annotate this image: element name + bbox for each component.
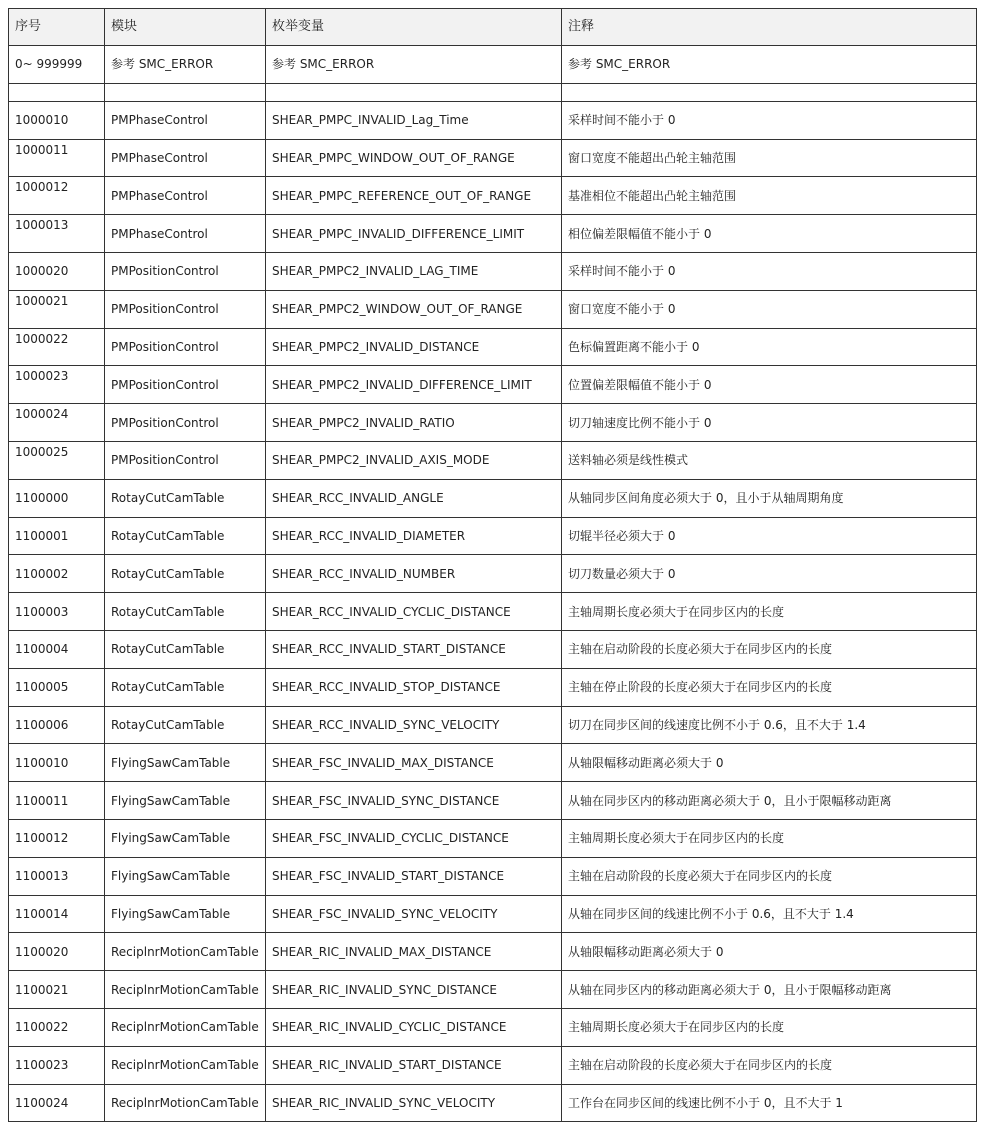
cell-module: PMPositionControl	[105, 441, 266, 479]
table-row	[9, 593, 977, 631]
table-row	[9, 857, 977, 895]
cell-module: RotayCutCamTable	[105, 593, 266, 631]
cell-note: 主轴周期长度必须大于在同步区内的长度	[562, 819, 977, 857]
cell-enum: SHEAR_RCC_INVALID_START_DISTANCE	[266, 630, 562, 668]
cell-module: ReciplnrMotionCamTable	[105, 1046, 266, 1084]
table-row	[9, 933, 977, 971]
cell-note: 主轴在停止阶段的长度必须大于在同步区内的长度	[562, 668, 977, 706]
cell-note: 基准相位不能超出凸轮主轴范围	[562, 177, 977, 215]
cell-note: 从轴在同步区间的线速比例不小于 0.6，且不大于 1.4	[562, 895, 977, 933]
table-row	[9, 630, 977, 668]
table-row	[9, 668, 977, 706]
cell-note: 切辊半径必须大于 0	[562, 517, 977, 555]
cell-code: 1000025	[9, 441, 105, 479]
table-row	[9, 971, 977, 1009]
table-row	[9, 252, 977, 290]
cell-enum: SHEAR_FSC_INVALID_START_DISTANCE	[266, 857, 562, 895]
cell-enum: SHEAR_RCC_INVALID_DIAMETER	[266, 517, 562, 555]
cell-note: 主轴在启动阶段的长度必须大于在同步区内的长度	[562, 857, 977, 895]
table-row	[9, 101, 977, 139]
cell-code: 1000021	[9, 290, 105, 328]
table-row	[9, 290, 977, 328]
cell-enum	[266, 83, 562, 101]
cell-code: 1000023	[9, 366, 105, 404]
header-module: 模块	[105, 9, 266, 46]
table-row	[9, 83, 977, 101]
cell-note: 采样时间不能小于 0	[562, 101, 977, 139]
table-row	[9, 1046, 977, 1084]
cell-enum: SHEAR_RIC_INVALID_CYCLIC_DISTANCE	[266, 1008, 562, 1046]
cell-note	[562, 83, 977, 101]
cell-enum: SHEAR_RIC_INVALID_SYNC_VELOCITY	[266, 1084, 562, 1122]
table-body	[9, 46, 977, 1122]
cell-note: 送料轴必须是线性模式	[562, 441, 977, 479]
cell-module: RotayCutCamTable	[105, 630, 266, 668]
cell-enum: SHEAR_RCC_INVALID_STOP_DISTANCE	[266, 668, 562, 706]
cell-note: 从轴在同步区内的移动距离必须大于 0，且小于限幅移动距离	[562, 971, 977, 1009]
cell-enum: SHEAR_PMPC_INVALID_Lag_Time	[266, 101, 562, 139]
cell-code: 1100012	[9, 819, 105, 857]
cell-enum: SHEAR_RIC_INVALID_MAX_DISTANCE	[266, 933, 562, 971]
cell-enum: SHEAR_RCC_INVALID_ANGLE	[266, 479, 562, 517]
cell-enum: SHEAR_PMPC_WINDOW_OUT_OF_RANGE	[266, 139, 562, 177]
cell-module: RotayCutCamTable	[105, 706, 266, 744]
table-row	[9, 706, 977, 744]
cell-code: 1100004	[9, 630, 105, 668]
cell-enum: SHEAR_PMPC2_INVALID_LAG_TIME	[266, 252, 562, 290]
cell-note: 采样时间不能小于 0	[562, 252, 977, 290]
cell-note: 色标偏置距离不能小于 0	[562, 328, 977, 366]
cell-code: 1100020	[9, 933, 105, 971]
cell-note: 从轴限幅移动距离必须大于 0	[562, 744, 977, 782]
cell-note: 切刀在同步区间的线速度比例不小于 0.6，且不大于 1.4	[562, 706, 977, 744]
cell-note: 位置偏差限幅值不能小于 0	[562, 366, 977, 404]
cell-code: 1100011	[9, 782, 105, 820]
cell-enum: SHEAR_RIC_INVALID_START_DISTANCE	[266, 1046, 562, 1084]
cell-module: FlyingSawCamTable	[105, 744, 266, 782]
table-row	[9, 895, 977, 933]
cell-code: 1000010	[9, 101, 105, 139]
table-row	[9, 517, 977, 555]
cell-note: 窗口宽度不能超出凸轮主轴范围	[562, 139, 977, 177]
cell-note: 窗口宽度不能小于 0	[562, 290, 977, 328]
cell-module: PMPositionControl	[105, 290, 266, 328]
cell-module: FlyingSawCamTable	[105, 857, 266, 895]
cell-module: PMPhaseControl	[105, 139, 266, 177]
cell-code: 1100010	[9, 744, 105, 782]
cell-code: 0~ 999999	[9, 46, 105, 84]
cell-module: PMPhaseControl	[105, 215, 266, 253]
table-row	[9, 404, 977, 442]
cell-enum: SHEAR_RIC_INVALID_SYNC_DISTANCE	[266, 971, 562, 1009]
cell-module: RotayCutCamTable	[105, 668, 266, 706]
table-row	[9, 555, 977, 593]
cell-module: ReciplnrMotionCamTable	[105, 1084, 266, 1122]
cell-enum: SHEAR_FSC_INVALID_CYCLIC_DISTANCE	[266, 819, 562, 857]
table-row	[9, 441, 977, 479]
cell-enum: SHEAR_PMPC_REFERENCE_OUT_OF_RANGE	[266, 177, 562, 215]
cell-code	[9, 83, 105, 101]
header-note: 注释	[562, 9, 977, 46]
table-row	[9, 819, 977, 857]
table-header-row	[9, 9, 977, 46]
cell-note: 参考 SMC_ERROR	[562, 46, 977, 84]
cell-module: RotayCutCamTable	[105, 479, 266, 517]
cell-enum: SHEAR_RCC_INVALID_CYCLIC_DISTANCE	[266, 593, 562, 631]
cell-module: FlyingSawCamTable	[105, 895, 266, 933]
cell-module	[105, 83, 266, 101]
cell-code: 1100021	[9, 971, 105, 1009]
cell-code: 1100003	[9, 593, 105, 631]
cell-note: 主轴周期长度必须大于在同步区内的长度	[562, 1008, 977, 1046]
cell-module: PMPositionControl	[105, 328, 266, 366]
cell-module: PMPositionControl	[105, 404, 266, 442]
cell-enum: SHEAR_PMPC2_INVALID_DISTANCE	[266, 328, 562, 366]
table-row	[9, 215, 977, 253]
table-row	[9, 139, 977, 177]
cell-code: 1000012	[9, 177, 105, 215]
cell-enum: SHEAR_PMPC_INVALID_DIFFERENCE_LIMIT	[266, 215, 562, 253]
cell-code: 1100023	[9, 1046, 105, 1084]
table-row	[9, 1084, 977, 1122]
cell-module: RotayCutCamTable	[105, 555, 266, 593]
cell-module: ReciplnrMotionCamTable	[105, 933, 266, 971]
cell-note: 从轴同步区间角度必须大于 0，且小于从轴周期角度	[562, 479, 977, 517]
cell-module: ReciplnrMotionCamTable	[105, 1008, 266, 1046]
table-row	[9, 782, 977, 820]
table-row	[9, 744, 977, 782]
cell-module: ReciplnrMotionCamTable	[105, 971, 266, 1009]
cell-code: 1000020	[9, 252, 105, 290]
cell-note: 主轴周期长度必须大于在同步区内的长度	[562, 593, 977, 631]
cell-enum: SHEAR_PMPC2_INVALID_RATIO	[266, 404, 562, 442]
cell-module: FlyingSawCamTable	[105, 782, 266, 820]
cell-enum: SHEAR_RCC_INVALID_SYNC_VELOCITY	[266, 706, 562, 744]
cell-code: 1100000	[9, 479, 105, 517]
cell-code: 1000024	[9, 404, 105, 442]
cell-code: 1100005	[9, 668, 105, 706]
cell-code: 1100006	[9, 706, 105, 744]
table-row	[9, 366, 977, 404]
cell-note: 从轴在同步区内的移动距离必须大于 0，且小于限幅移动距离	[562, 782, 977, 820]
cell-module: 参考 SMC_ERROR	[105, 46, 266, 84]
cell-note: 切刀数量必须大于 0	[562, 555, 977, 593]
table-row	[9, 479, 977, 517]
table-row	[9, 1008, 977, 1046]
table-row	[9, 46, 977, 84]
cell-code: 1100022	[9, 1008, 105, 1046]
header-enum: 枚举变量	[266, 9, 562, 46]
cell-code: 1100024	[9, 1084, 105, 1122]
cell-note: 从轴限幅移动距离必须大于 0	[562, 933, 977, 971]
cell-code: 1000013	[9, 215, 105, 253]
cell-code: 1000022	[9, 328, 105, 366]
cell-module: FlyingSawCamTable	[105, 819, 266, 857]
cell-enum: SHEAR_PMPC2_WINDOW_OUT_OF_RANGE	[266, 290, 562, 328]
cell-code: 1100001	[9, 517, 105, 555]
cell-module: RotayCutCamTable	[105, 517, 266, 555]
cell-enum: SHEAR_PMPC2_INVALID_DIFFERENCE_LIMIT	[266, 366, 562, 404]
cell-code: 1000011	[9, 139, 105, 177]
cell-enum: 参考 SMC_ERROR	[266, 46, 562, 84]
cell-note: 主轴在启动阶段的长度必须大于在同步区内的长度	[562, 630, 977, 668]
cell-enum: SHEAR_RCC_INVALID_NUMBER	[266, 555, 562, 593]
cell-enum: SHEAR_FSC_INVALID_SYNC_DISTANCE	[266, 782, 562, 820]
table-row	[9, 328, 977, 366]
cell-note: 相位偏差限幅值不能小于 0	[562, 215, 977, 253]
cell-module: PMPositionControl	[105, 252, 266, 290]
cell-enum: SHEAR_FSC_INVALID_MAX_DISTANCE	[266, 744, 562, 782]
cell-enum: SHEAR_FSC_INVALID_SYNC_VELOCITY	[266, 895, 562, 933]
error-code-table-container	[8, 8, 976, 1122]
cell-code: 1100013	[9, 857, 105, 895]
cell-note: 主轴在启动阶段的长度必须大于在同步区内的长度	[562, 1046, 977, 1084]
cell-note: 工作台在同步区间的线速比例不小于 0，且不大于 1	[562, 1084, 977, 1122]
cell-code: 1100014	[9, 895, 105, 933]
header-code: 序号	[9, 9, 105, 46]
cell-module: PMPhaseControl	[105, 101, 266, 139]
cell-note: 切刀轴速度比例不能小于 0	[562, 404, 977, 442]
error-code-table	[8, 8, 977, 1122]
table-row	[9, 177, 977, 215]
cell-module: PMPositionControl	[105, 366, 266, 404]
cell-code: 1100002	[9, 555, 105, 593]
cell-enum: SHEAR_PMPC2_INVALID_AXIS_MODE	[266, 441, 562, 479]
cell-module: PMPhaseControl	[105, 177, 266, 215]
